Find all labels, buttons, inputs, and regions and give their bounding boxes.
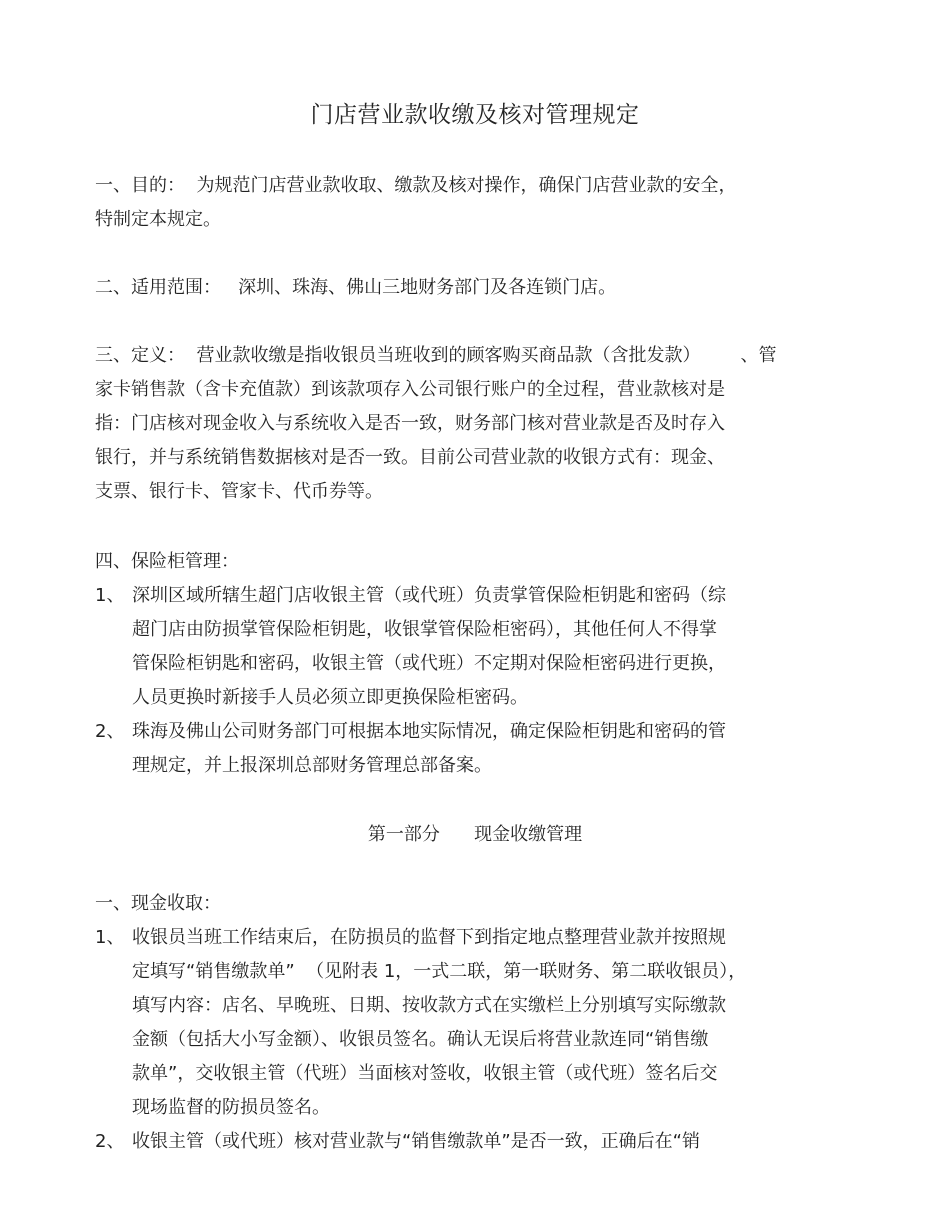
cash-item-1-line-1: 收银员当班工作结束后，在防损员的监督下到指定地点整理营业款并按照规 — [132, 927, 726, 948]
definition-line-5: 支票、银行卡、管家卡、代币券等。 — [95, 481, 383, 502]
cash-item-1-line-2: 定填写“销售缴款单” （见附表 1，一式二联，第一联财务、第二联收银员）， — [132, 961, 747, 982]
cash-collection-heading: 一、现金收取： — [95, 893, 221, 914]
definition-line-4: 银行，并与系统销售数据核对是否一致。目前公司营业款的收银方式有：现金、 — [95, 447, 725, 468]
safe-management-heading: 四、保险柜管理： — [95, 551, 239, 572]
purpose-line-2: 特制定本规定。 — [95, 209, 221, 230]
safe-item-1-line-2: 超门店由防损掌管保险柜钥匙，收银掌管保险柜密码），其他任何人不得掌 — [132, 619, 717, 640]
scope-line-1: 二、适用范围： 深圳、珠海、佛山三地财务部门及各连锁门店。 — [95, 277, 617, 298]
safe-item-1-line-1: 深圳区域所辖生超门店收银主管（或代班）负责掌管保险柜钥匙和密码（综 — [132, 585, 726, 606]
cash-item-2-number: 2、 — [95, 1131, 125, 1152]
cash-item-2-line-1: 收银主管（或代班）核对营业款与“销售缴款单”是否一致，正确后在“销 — [132, 1131, 700, 1152]
cash-item-1-line-4: 金额（包括大小写金额）、收银员签名。确认无误后将营业款连同“销售缴 — [132, 1029, 709, 1050]
cash-item-1-line-6: 现场监督的防损员签名。 — [132, 1097, 330, 1118]
safe-item-1-number: 1、 — [95, 585, 125, 606]
safe-item-1-line-4: 人员更换时新接手人员必须立即更换保险柜密码。 — [132, 687, 528, 708]
safe-item-1-line-3: 管保险柜钥匙和密码，收银主管（或代班）不定期对保险柜密码进行更换， — [132, 653, 726, 674]
definition-line-1: 三、定义： 营业款收缴是指收银员当班收到的顾客购买商品款（含批发款） 、管 — [95, 345, 777, 366]
document-title: 门店营业款收缴及核对管理规定 — [310, 102, 640, 128]
definition-line-3: 指：门店核对现金收入与系统收入是否一致，财务部门核对营业款是否及时存入 — [95, 413, 725, 434]
safe-item-2-number: 2、 — [95, 721, 125, 742]
cash-item-1-line-5: 款单”，交收银主管（代班）当面核对签收，收银主管（或代班）签名后交 — [132, 1063, 718, 1084]
part-one-heading: 第一部分 现金收缴管理 — [367, 824, 583, 845]
cash-item-1-line-3: 填写内容：店名、早晚班、日期、按收款方式在实缴栏上分别填写实际缴款 — [132, 995, 726, 1016]
cash-item-1-number: 1、 — [95, 927, 125, 948]
safe-item-2-line-2: 理规定，并上报深圳总部财务管理总部备案。 — [132, 755, 492, 776]
safe-item-2-line-1: 珠海及佛山公司财务部门可根据本地实际情况，确定保险柜钥匙和密码的管 — [132, 721, 726, 742]
purpose-line-1: 一、目的： 为规范门店营业款收取、缴款及核对操作，确保门店营业款的安全， — [95, 175, 737, 196]
definition-line-2: 家卡销售款（含卡充值款）到该款项存入公司银行账户的全过程，营业款核对是 — [95, 379, 725, 400]
